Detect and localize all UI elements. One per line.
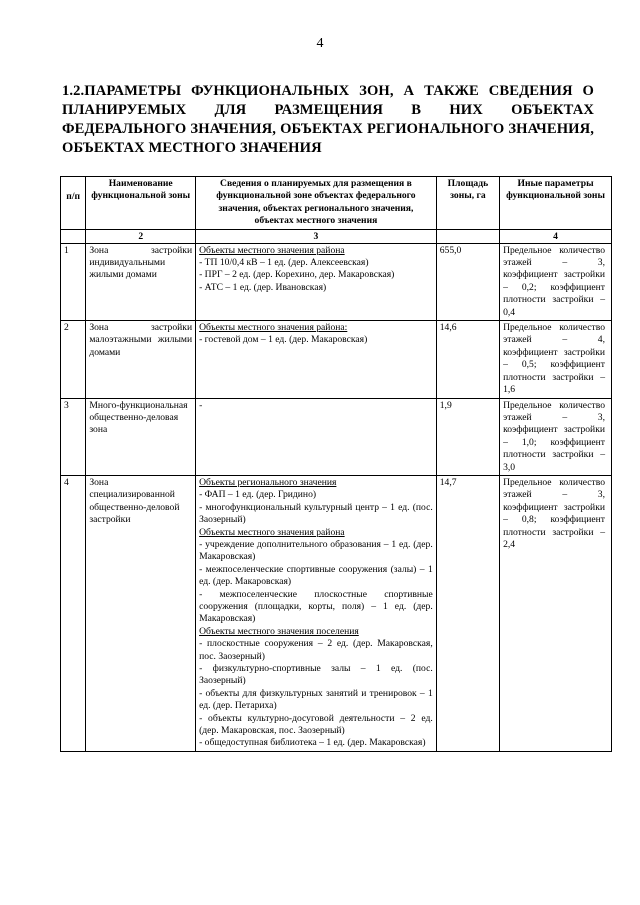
object-item: - гостевой дом – 1 ед. (дер. Макаровская) <box>199 334 368 346</box>
planned-objects-cell <box>196 243 437 320</box>
column-number <box>436 229 499 243</box>
object-item: - АТС – 1 ед. (дер. Ивановская) <box>199 281 327 293</box>
objects-group-heading: Объекты местного значения поселения <box>199 625 359 637</box>
object-item: - плоскостные сооружения – 2 ед. (дер. Макаровская, пос. Заозерный) <box>199 638 433 662</box>
zone-name: Много-функциональная общественно-деловая зона <box>86 398 196 475</box>
table-row <box>61 321 612 398</box>
zone-params: Предельное количество этажей – 3, коэффициент застройки – 1,0; коэффициент плотности застройки – 3,0 <box>500 398 612 475</box>
zone-name: Зона специализированной общественно-деловой застройки <box>86 475 196 751</box>
row-number: 3 <box>61 398 86 475</box>
row-number: 2 <box>61 321 86 398</box>
table-header-row <box>61 177 612 230</box>
objects-group-heading: Объекты местного значения района <box>199 526 345 538</box>
objects-group-heading: Объекты местного значения района <box>199 244 345 256</box>
zone-name: Зона застройки индивидуальными жилыми домами <box>86 243 196 320</box>
object-item: - многофункциональный культурный центр – 1 ед. (пос. Заозерный) <box>199 501 433 526</box>
zone-area: 1,9 <box>436 398 499 475</box>
functional-zones-table <box>60 176 612 752</box>
object-item: - учреждение дополнительного образования – 1 ед. (дер. Макаровская) <box>199 538 433 563</box>
object-item: - ФАП – 1 ед. (дер. Гридино) <box>199 489 317 501</box>
column-number: 3 <box>196 229 437 243</box>
header-zone-name: Наименование функциональной зоны <box>86 177 196 230</box>
header-num: п/п <box>61 177 86 230</box>
zone-name: Зона застройки малоэтажными жилыми домами <box>86 321 196 398</box>
zone-area: 14,7 <box>436 475 499 751</box>
column-number: 4 <box>500 229 612 243</box>
objects-group-heading: Объекты местного значения района: <box>199 322 348 334</box>
object-item: - ПРГ – 2 ед. (дер. Корехино, дер. Макаровская) <box>199 269 395 281</box>
table-body <box>61 243 612 751</box>
planned-objects-cell <box>196 475 437 751</box>
row-number: 1 <box>61 243 86 320</box>
zone-area: 14,6 <box>436 321 499 398</box>
object-item: - ТП 10/0,4 кВ – 1 ед. (дер. Алексеевская) <box>199 257 369 269</box>
page-number: 4 <box>316 36 324 51</box>
section-title: 1.2.ПАРАМЕТРЫ ФУНКЦИОНАЛЬНЫХ ЗОН, А ТАКЖЕ СВЕДЕНИЯ О ПЛАНИРУЕМЫХ ДЛЯ РАЗМЕЩЕНИЯ В НИХ ОБЪЕКТАХ ФЕДЕРАЛЬНОГО ЗНАЧЕНИЯ, ОБЪЕКТАХ РЕГИОНАЛЬНОГО ЗНАЧЕНИЯ, ОБЪЕКТАХ МЕСТНОГО ЗНАЧЕНИЯ <box>62 83 594 156</box>
column-number-row <box>61 229 612 243</box>
header-planned-objects: Сведения о планируемых для размещения в функциональной зоне объектах федерального значения, объектах регионального значения, объектах местного значения <box>196 177 437 230</box>
planned-objects-cell <box>196 398 437 475</box>
planned-objects-cell <box>196 321 437 398</box>
zone-params: Предельное количество этажей – 4, коэффициент застройки – 0,5; коэффициент плотности застройки – 1,6 <box>500 321 612 398</box>
zone-area: 655,0 <box>436 243 499 320</box>
row-number: 4 <box>61 475 86 751</box>
column-number <box>61 229 86 243</box>
object-item: - <box>199 399 203 411</box>
table-row <box>61 398 612 475</box>
object-item: - межпоселенческие спортивные сооружения (залы) – 1 ед. (дер. Макаровская) <box>199 563 433 588</box>
header-other-params: Иные параметры функциональной зоны <box>500 177 612 230</box>
object-item: - объекты культурно-досуговой деятельности – 2 ед. (дер. Макаровская, пос. Заозерный) <box>199 712 433 737</box>
object-item: - межпоселенческие плоскостные спортивные сооружения (площадки, корты, поля) – 1 ед. (дер. Макаровская) <box>199 588 433 625</box>
table-row <box>61 243 612 320</box>
object-item: - физкультурно-спортивные залы – 1 ед. (пос. Заозерный) <box>199 663 433 687</box>
zone-params: Предельное количество этажей – 3, коэффициент застройки – 0,2; коэффициент плотности застройки – 0,4 <box>500 243 612 320</box>
object-item: - объекты для физкультурных занятий и тренировок – 1 ед. (дер. Петариха) <box>199 687 433 712</box>
zone-params: Предельное количество этажей – 3, коэффициент застройки – 0,8; коэффициент плотности застройки – 2,4 <box>500 475 612 751</box>
objects-group-heading: Объекты регионального значения <box>199 476 337 488</box>
header-area: Площадь зоны, га <box>436 177 499 230</box>
object-item: - общедоступная библиотека – 1 ед. (дер. Макаровская) <box>199 737 426 749</box>
table-row <box>61 475 612 751</box>
column-number: 2 <box>86 229 196 243</box>
